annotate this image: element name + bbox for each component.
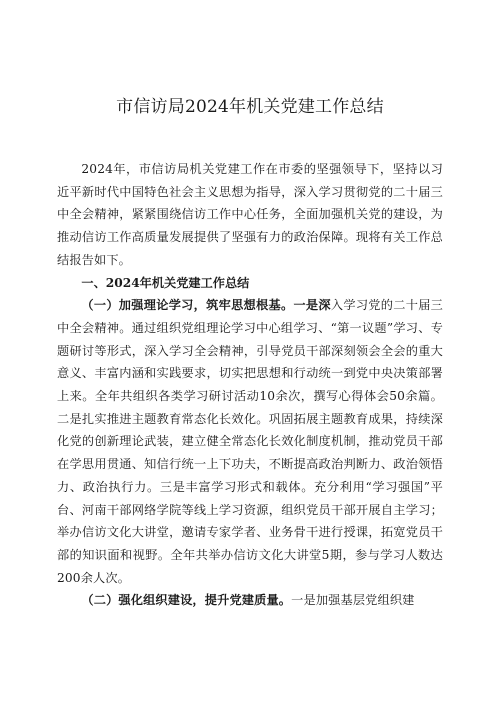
document-title: 市信访局2024年机关党建工作总结 [116,97,384,117]
item2-lead: （二）强化组织建设，提升党建质量。 [81,593,292,608]
item2-body: 一是加强基层党组织建 [291,593,415,608]
item1-lead: （一）加强理论学习，筑牢思想根基。一是深 [81,298,331,313]
section-heading-1: 一、2024年机关党建工作总结 [81,275,250,290]
item1-body: 入学习党的二十届三中全会精神。通过组织党组理论学习中心组学习、“第一议题”学习、专题研讨等形式，深入学习全会精神，引导党员干部深刻领会全会的重大意义、丰富内涵和实践要求，切实把思想和行动统一到党中央决策部署上来。全年共组织各类学习研讨活动10余次，撰写心得体会50余篇。二是扎实推进主题教育常态化长效化。巩固拓展主题教育成果，持续深化党的创新理论武装，建立健全常态化长效化制度机制，推动党员干部在学思用贯通、知信行统一上下功夫，不断提高政治判断力、政治领悟力、政治执行力。三是丰富学习形式和载体。充分利用“学习强国”平台、河南干部网络学院等线上学习资源，组织党员干部开展自主学习；举办信访文化大讲堂，邀请专家学者、业务骨干进行授课，拓宽党员干部的知识面和视野。全年共举办信访文化大讲堂5期，参与学习人数达200余人次。 [57,298,444,585]
section1-item1-paragraph [57,294,443,589]
intro-paragraph: 2024年，市信访局机关党建工作在市委的坚强领导下，坚持以习近平新时代中国特色社会主义思想为指导，深入学习贯彻党的二十届三中全会精神，紧紧围绕信访工作中心任务，全面加强机关党的建设，为推动信访工作高质量发展提供了坚强有力的政治保障。现将有关工作总结报告如下。 [57,162,443,267]
section1-item2-paragraph [57,589,443,612]
